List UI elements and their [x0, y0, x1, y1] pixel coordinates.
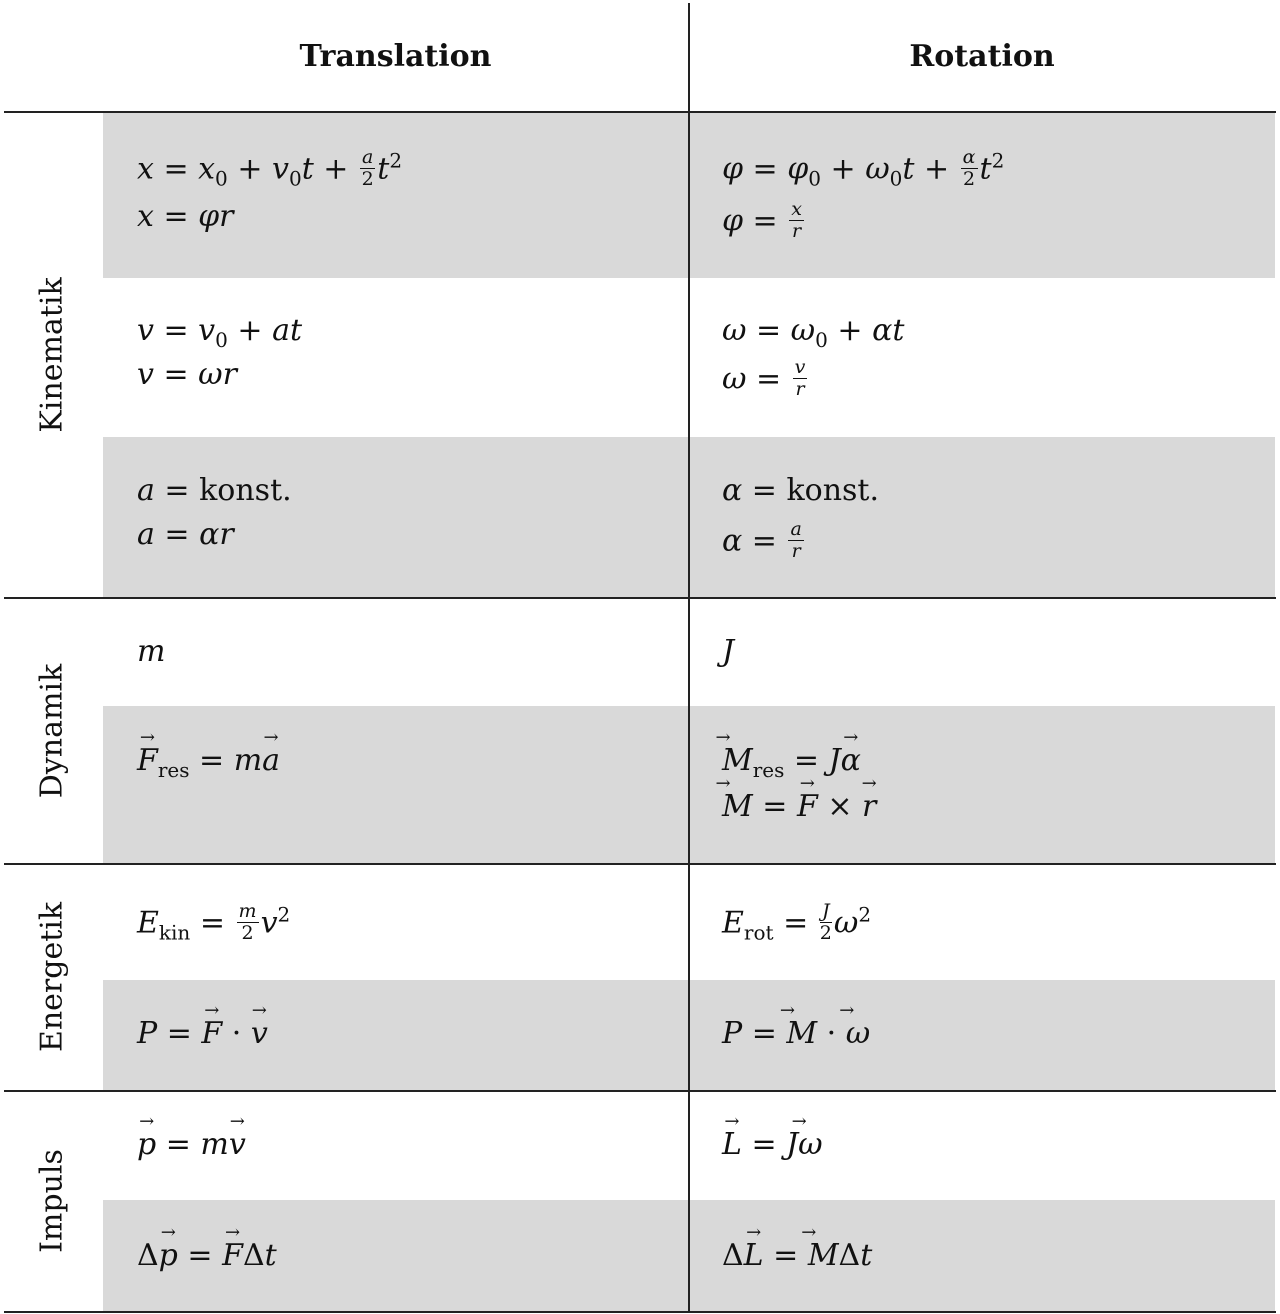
formula-line: φ = $\frac{x}{r}$	[722, 198, 802, 242]
formula-line: $E_{kin}$ = $\frac{m}{2}$ $v^2$	[137, 900, 291, 945]
group-label-kinematik	[0, 112, 103, 597]
formula-line: $E_{rot}$ = $\frac{J}{2}$ $\omega^2$	[722, 900, 872, 945]
formula-line: Δ→ p = → FΔt	[137, 1241, 277, 1271]
konst-label: konst.	[199, 473, 292, 508]
konst-label: konst.	[786, 473, 880, 508]
formula-line: v = ωr	[137, 357, 237, 392]
group-label-text: Kinematik	[34, 276, 69, 433]
formula-line: ω = $\frac{v}{r}$	[722, 356, 806, 400]
group-label-energetik	[0, 864, 103, 1090]
formula-line: $v = v_0$ + at	[137, 313, 303, 352]
formula-line: → $F_{res} = m\to a$	[137, 746, 280, 776]
formula-line: α = konst.	[722, 473, 880, 508]
formula-line: Δ→ L = → MΔt	[722, 1241, 872, 1271]
bottom-rule	[4, 1311, 1276, 1313]
formula-line: → $M_{res} = J\to \alpha$	[722, 746, 861, 776]
group-rule	[4, 597, 1276, 599]
header-rotation: Rotation	[909, 38, 1055, 74]
formula-line: → L = J→ ω	[722, 1130, 823, 1160]
column-divider	[688, 3, 690, 1312]
formula-line: x = φr	[137, 199, 234, 234]
formula-line: P = → F · → v	[137, 1019, 268, 1049]
formula-line: $x = x_0 + v_0t$ + $\frac{a}{2}$ $t^2$	[137, 146, 403, 191]
group-label-impuls	[0, 1091, 103, 1311]
formula-line: a = αr	[137, 517, 234, 552]
formula-line: $\varphi = \varphi_0 + \omega_0t$ + $\frac{\alpha}{2}$ $t^2$	[722, 146, 1005, 191]
group-label-text: Energetik	[34, 901, 69, 1053]
formula-line: → M = → F × → r	[722, 792, 876, 822]
formula-line: $\omega = \omega_0 + \alpha t$	[722, 313, 905, 352]
formula-line: → p = m→ v	[137, 1130, 246, 1160]
group-rule	[4, 1090, 1276, 1092]
group-label-text: Dynamik	[34, 663, 69, 798]
formula-line: P = → M · → ω	[722, 1019, 870, 1049]
header-translation: Translation	[299, 38, 492, 74]
group-label-dynamik	[0, 598, 103, 863]
group-label-text: Impuls	[34, 1149, 69, 1253]
formula-line: J	[722, 634, 735, 669]
formula-line: a = konst.	[137, 473, 292, 508]
formula-line: m	[137, 634, 166, 669]
group-rule	[4, 863, 1276, 865]
formula-line: α = $\frac{a}{r}$	[722, 518, 802, 562]
